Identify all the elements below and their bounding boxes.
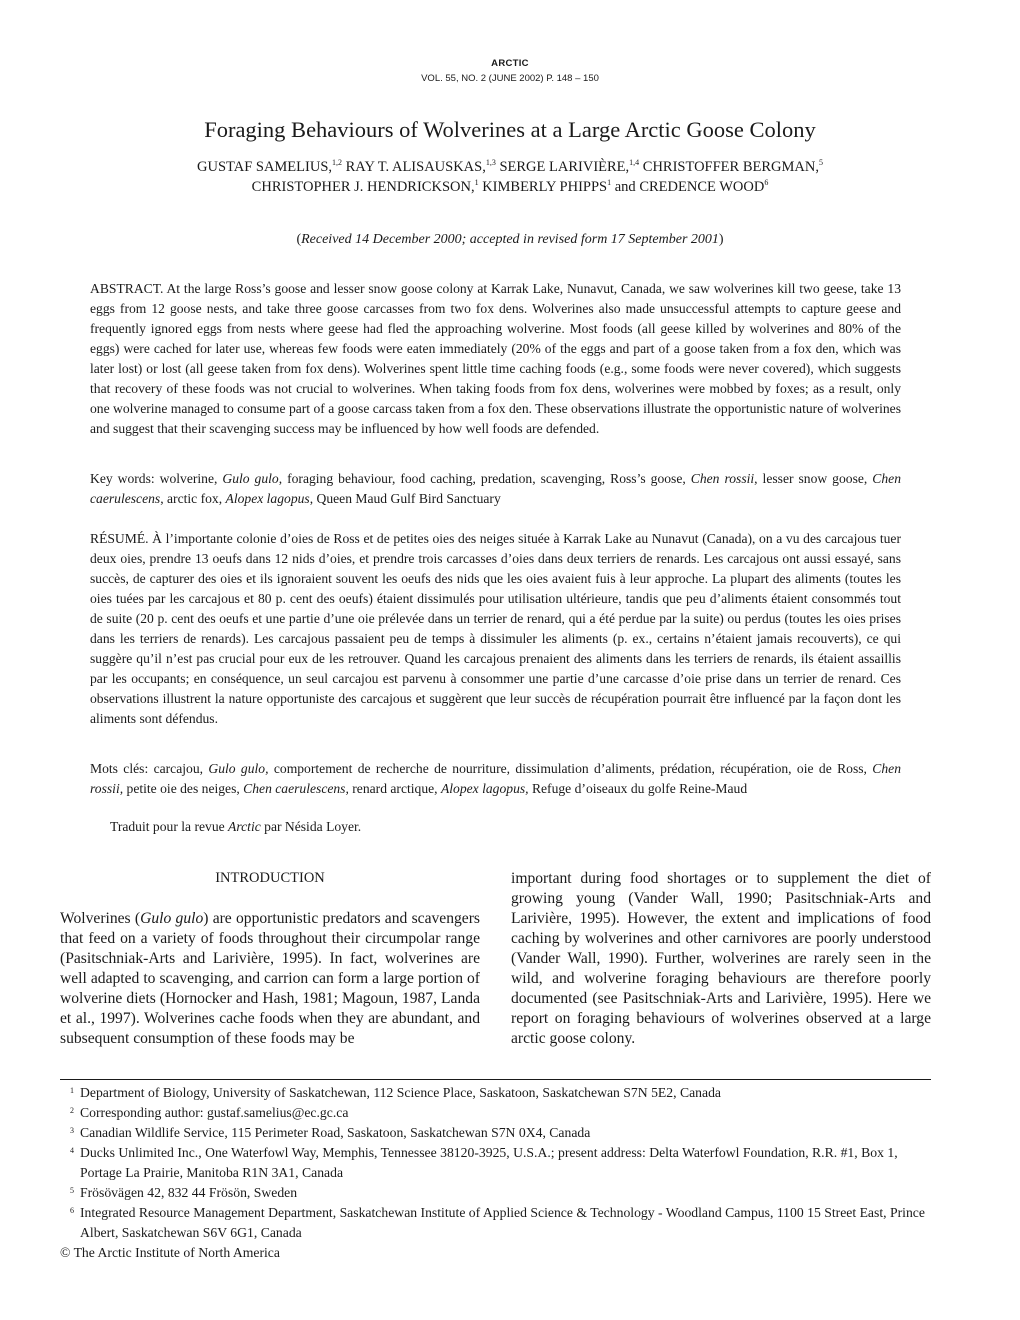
affiliation-mark: 1,2 xyxy=(332,158,343,167)
translation-text: par Nésida Loyer. xyxy=(260,819,362,834)
resume: RÉSUMÉ. À l’importante colonie d’oies de Ross et de petites oies des neiges située à Karrak Lake au Nunavut (Canada), on a vu des carcajous tuer deux oies, prendre 13 oeufs dans 12 nids d’oies, et prendre trois carcasses d’oies dans deux terriers de renards. Les carcajous ont aussi essayé, sans succès, de capturer des oies et ils ignoraient souvent les oeufs des nids que les oies avaient fuis à leur approche. La plupart des aliments (toutes les oies tuées par les carcajous et 80 p. cent des oeufs) étaient dissimulés pour utilisation ultérieure, tandis que peu d’aliments étaient consommés tout de suite (20 p. cent des oeufs et une partie d’une oie prélevée dans un terrier de renard, qui a été perdue par la suite) ou perdus (toutes les oies prises dans les terriers de renards). Les carcajous passaient peu de temps à dissimuler les aliments (p. ex., certains n’étaient jamais recouverts), ce qui suggère qu’il n’est pas crucial pour eux de les retrouver. Quand les carcajous prenaient des aliments dans les terriers de renards, ils étaient assaillis par les occupants; en conséquence, un seul carcajou est parvenu à consommer une partie d’une carcasse d’oie prise dans un terrier de renard. Ces observations illustrent la nature opportuniste des carcajous et suggèrent que leur succès de récupération pourrait être influencé par la façon dont les aliments sont défendus. xyxy=(90,531,901,726)
mots-cles-text: comportement de recherche de nourriture, dissimulation d’aliments, prédation, récupération, oie de Ross, xyxy=(268,761,873,776)
received-paren-close: ) xyxy=(718,232,724,247)
footnote-number: 3 xyxy=(70,1126,74,1135)
mots-cles-text: petite oie des neiges, xyxy=(123,781,244,796)
footnote-divider xyxy=(60,1079,931,1080)
keyword-species: Chen rossii xyxy=(690,471,755,486)
intro-text: ) are opportunistic predators and scavengers that feed on a variety of foods throughout their circumpolar range (Pasitschniak-Arts and Larivière, 1995). In fact, wolverines are well adapted to scavenging, and carrion can form a large portion of wolverine diets (Hornocker and Hash, 1981; Magoun, 1987, Landa et al., 1997). Wolverines cache foods when they are abundant, and subsequent consumption of these foods may be xyxy=(60,910,480,1047)
mots-cles-species: Chen caerulescens, xyxy=(243,781,349,796)
affiliation-mark: 6 xyxy=(764,178,769,187)
author-conjunction: and xyxy=(614,179,636,195)
author-name: GUSTAF SAMELIUS, xyxy=(197,159,333,175)
translation-credit xyxy=(110,819,361,835)
mots-cles-species: Alopex lagopus, xyxy=(440,781,529,796)
author-name: SERGE LARIVIÈRE, xyxy=(499,159,630,175)
footnote-number: 4 xyxy=(70,1146,74,1155)
footnote xyxy=(60,1083,931,1103)
abstract: ABSTRACT. At the large Ross’s goose and lesser snow goose colony at Karrak Lake, Nunavut, Canada, we saw wolverines kill two geese, take 13 eggs from 12 goose nests, and take three goose carcasses from two fox dens. Wolverines also made unsuccessful attempts to capture geese and frequently ignored eggs from nests where geese had fled the approaching wolverine. Most foods (all geese killed by wolverines and 80% of the eggs) were cached for later use, whereas few foods were eaten immediately (20% of the eggs and part of a goose taken from a fox den, which was later lost) or lost (all geese taken from fox dens). Wolverines spent little time caching foods (e.g., some foods were never covered), which suggests that recovery of these foods was not crucial to wolverines. When taking foods from fox dens, wolverines were mobbed by foxes; as a result, only one wolverine managed to consume part of a goose carcass taken from a fox den. These observations illustrate the opportunistic nature of wolverines and suggest that their scavenging success may be influenced by how well foods are defended. xyxy=(90,281,901,436)
intro-paragraph xyxy=(60,909,480,1049)
footnotes xyxy=(60,1083,931,1263)
keyword-species: Gulo gulo xyxy=(222,471,279,486)
keywords-text: , Queen Maud Gulf Bird Sanctuary xyxy=(309,491,501,506)
section-heading-introduction: INTRODUCTION xyxy=(215,870,325,886)
footnote-text: Canadian Wildlife Service, 115 Perimeter Road, Saskatoon, Saskatchewan S7N 0X4, Canada xyxy=(80,1125,591,1140)
intro-paragraph: important during food shortages or to supplement the diet of growing young (Vander Wall, 1990; Pasitschniak-Arts and Larivière, 1995). However, the extent and implications of food caching by wolverines and other carnivores are poorly understood (Vander Wall, 1990). Further, wolverines are rarely seen in the wild, and wolverine foraging behaviours are therefore poorly documented (see Pasitschniak-Arts and Larivière, 1995). Here we report on foraging behaviours of wolverines observed at a large arctic goose colony. xyxy=(511,870,931,1047)
footnote xyxy=(60,1203,931,1243)
intro-column-right xyxy=(511,869,931,1049)
intro-text: Wolverines ( xyxy=(60,910,141,927)
received-dates xyxy=(0,232,1020,248)
volume-info: VOL. 55, NO. 2 (JUNE 2002) P. 148 – 150 xyxy=(421,73,599,84)
keywords-text: Key words: wolverine, xyxy=(90,471,223,486)
journal-italic: Arctic xyxy=(228,819,261,834)
footnote-number: 1 xyxy=(70,1086,74,1095)
author-name: CHRISTOFFER BERGMAN, xyxy=(642,159,819,175)
footnote xyxy=(60,1103,931,1123)
footnote-number: 6 xyxy=(70,1206,74,1215)
footnote xyxy=(60,1143,931,1183)
article-title: Foraging Behaviours of Wolverines at a Large Arctic Goose Colony xyxy=(204,117,816,142)
footnote-number: 2 xyxy=(70,1106,74,1115)
author-name: CHRISTOPHER J. HENDRICKSON, xyxy=(251,179,475,195)
author-name: RAY T. ALISAUSKAS, xyxy=(345,159,486,175)
received-paren-open: ( xyxy=(296,232,302,247)
affiliation-mark: 1 xyxy=(607,178,612,187)
copyright-notice: © The Arctic Institute of North America xyxy=(60,1245,280,1260)
affiliation-mark: 1,3 xyxy=(485,158,496,167)
footnote-text: Corresponding author: gustaf.samelius@ec.gc.ca xyxy=(80,1105,349,1120)
keywords-text: , foraging behaviour, food caching, predation, scavenging, Ross’s goose, xyxy=(278,471,691,486)
footnote xyxy=(60,1123,931,1143)
keyword-species: Chen caerulescens xyxy=(90,471,901,506)
keywords xyxy=(90,469,901,509)
mots-cles-text: Mots clés: carcajou, xyxy=(90,761,209,776)
mots-cles-species: Chen rossii, xyxy=(90,761,901,796)
translation-text: Traduit pour la revue xyxy=(110,819,229,834)
intro-column-left xyxy=(60,909,480,1049)
received-text: Received 14 December 2000; accepted in revised form 17 September 2001 xyxy=(301,232,719,247)
species-italic: Gulo gulo xyxy=(140,910,204,927)
keyword-species: Alopex lagopus xyxy=(225,491,310,506)
mots-cles-text: Refuge d’oiseaux du golfe Reine-Maud xyxy=(528,781,748,796)
author-name: CREDENCE WOOD xyxy=(639,179,765,195)
footnote-number: 5 xyxy=(70,1186,74,1195)
footnote-text: Ducks Unlimited Inc., One Waterfowl Way, Memphis, Tennessee 38120-3925, U.S.A.; present address: Delta Waterfowl Foundation, R.R. #1, Box 1, Portage La Prairie, Manitoba R1N 3A1, Canada xyxy=(80,1145,898,1180)
affiliation-mark: 1,4 xyxy=(629,158,640,167)
footnote xyxy=(60,1183,931,1203)
journal-name: ARCTIC xyxy=(491,58,529,69)
keywords-text: , lesser snow goose, xyxy=(754,471,873,486)
author-name: KIMBERLY PHIPPS xyxy=(482,179,608,195)
mots-cles-species: Gulo gulo, xyxy=(208,761,269,776)
footnote-text: Integrated Resource Management Department, Saskatchewan Institute of Applied Science & Technology - Woodland Campus, 1100 15 Street East, Prince Albert, Saskatchewan S6V 6G1, Canada xyxy=(80,1205,925,1240)
footnote-text: Frösövägen 42, 832 44 Frösön, Sweden xyxy=(80,1185,298,1200)
author-list xyxy=(95,157,925,197)
affiliation-mark: 5 xyxy=(818,158,823,167)
affiliation-mark: 1 xyxy=(474,178,479,187)
mots-cles xyxy=(90,759,901,799)
footnote-text: Department of Biology, University of Saskatchewan, 112 Science Place, Saskatoon, Saskatchewan S7N 5E2, Canada xyxy=(80,1085,721,1100)
mots-cles-text: renard arctique, xyxy=(348,781,441,796)
keywords-text: , arctic fox, xyxy=(160,491,226,506)
